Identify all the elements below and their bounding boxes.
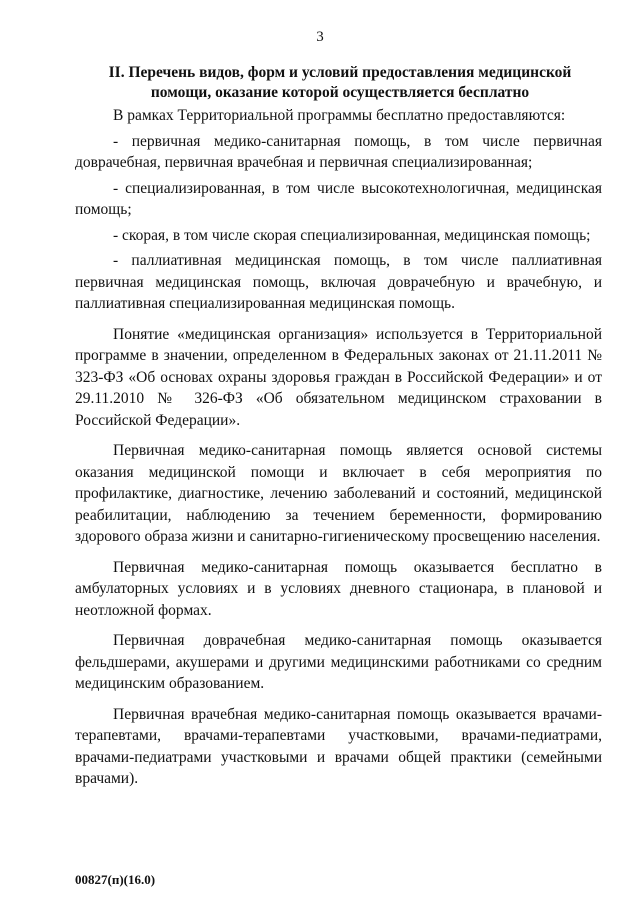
- section-heading: II. Перечень видов, форм и условий предоставления медицинской помощи, оказание которой осуществляется бесплатно: [108, 64, 572, 101]
- paragraph-medical-organization: Понятие «медицинская организация» используется в Территориальной программе в значении, определенном в Федеральных законах от 21.11.2011 № 323-ФЗ «Об основах охраны здоровья граждан в Российской Федерации» и от 29.11.2010 № 326-ФЗ «Об обязательном медицинском страховании в Российской Федерации».: [75, 325, 602, 429]
- list-item-palliative-care: - паллиативная медицинская помощь, в том числе паллиативная первичная медицинская помощь, включая доврачебную и врачебную, и паллиативная специализированная медицинская помощь.: [75, 252, 602, 312]
- paragraph-pre-doctor-care: Первичная доврачебная медико-санитарная помощь оказывается фельдшерами, акушерами и другими медицинскими работниками со средним медицинским образованием.: [75, 632, 602, 692]
- paragraph-intro: В рамках Территориальной программы бесплатно предоставляются:: [113, 107, 566, 124]
- list-item-specialized-care: - специализированная, в том числе высокотехнологичная, медицинская помощь;: [75, 179, 602, 218]
- list-item-primary-care: - первичная медико-санитарная помощь, в том числе первичная доврачебная, первичная врачебная и первичная специализированная;: [75, 132, 602, 171]
- document-body: [75, 105, 602, 799]
- list-item-emergency-care: - скорая, в том числе скорая специализированная, медицинская помощь;: [113, 226, 591, 244]
- paragraph-primary-care-basis: Первичная медико-санитарная помощь является основой системы оказания медицинской помощи и включает в себя мероприятия по профилактике, диагностике, лечению заболеваний и состояний, медицинской реабилитации, наблюдению за течением беременности, формированию здорового образа жизни и санитарно-гигиеническому просвещению населения.: [75, 442, 602, 545]
- page-number: 3: [316, 29, 324, 45]
- paragraph-primary-care-free: Первичная медико-санитарная помощь оказывается бесплатно в амбулаторных условиях и в условиях дневного стационара, в плановой и неотложной формах.: [75, 558, 602, 619]
- document-code: 00827(п)(16.0): [75, 872, 156, 887]
- paragraph-doctor-care: Первичная врачебная медико-санитарная помощь оказывается врачами-терапевтами, врачами-терапевтами участковыми, врачами-педиатрами, врачами-педиатрами участковыми и врачами общей практики (семейными врачами).: [75, 705, 602, 787]
